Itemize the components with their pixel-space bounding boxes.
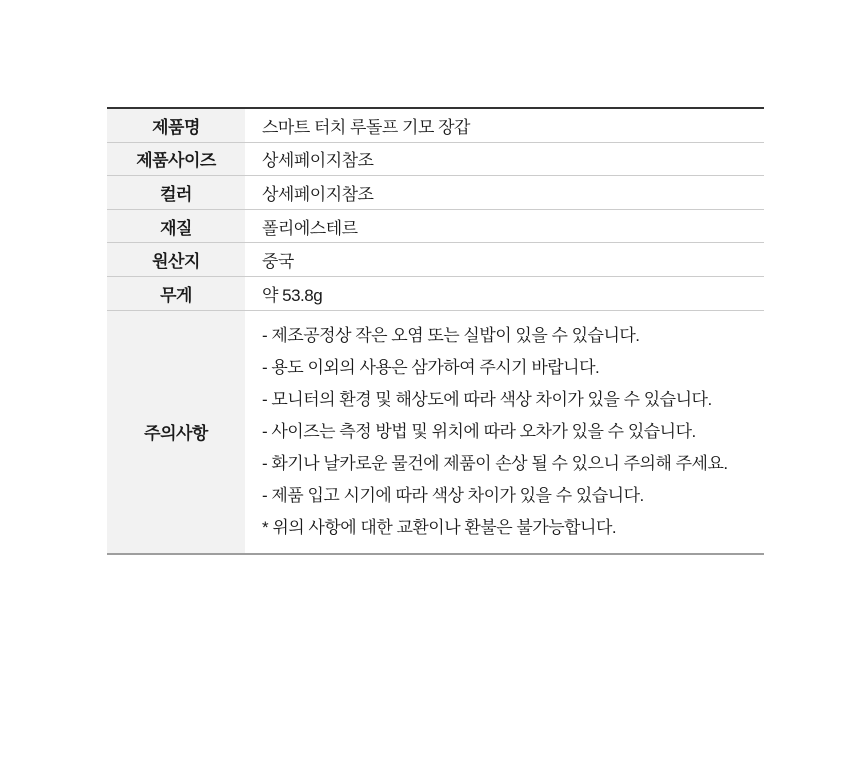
caution-line: - 제품 입고 시기에 따라 색상 차이가 있을 수 있습니다.	[262, 485, 644, 505]
spec-label-origin: 원산지	[107, 243, 245, 276]
spec-value-product-name: 스마트 터치 루돌프 기모 장갑	[262, 117, 470, 137]
spec-value-origin: 중국	[262, 252, 294, 272]
spec-row-origin	[107, 243, 764, 277]
spec-row-product-name	[107, 109, 764, 143]
spec-value-cautions	[245, 311, 764, 553]
spec-row-cautions	[107, 311, 764, 553]
spec-row-material	[107, 210, 764, 244]
spec-value-product-size: 상세페이지참조	[262, 151, 374, 171]
spec-row-weight	[107, 277, 764, 311]
spec-row-product-size	[107, 143, 764, 177]
spec-value-material: 폴리에스테르	[262, 218, 358, 238]
product-spec-table	[107, 107, 764, 555]
spec-value-color: 상세페이지참조	[262, 184, 374, 204]
spec-label-product-size: 제품사이즈	[107, 143, 245, 176]
spec-row-color	[107, 176, 764, 210]
caution-line: * 위의 사항에 대한 교환이나 환불은 불가능합니다.	[262, 517, 617, 537]
spec-label-material: 재질	[107, 210, 245, 243]
spec-label-color: 컬러	[107, 176, 245, 209]
spec-label-cautions: 주의사항	[107, 311, 245, 553]
caution-line: - 사이즈는 측정 방법 및 위치에 따라 오차가 있을 수 있습니다.	[262, 421, 696, 441]
spec-label-weight: 무게	[107, 277, 245, 310]
caution-line: - 제조공정상 작은 오염 또는 실밥이 있을 수 있습니다.	[262, 325, 640, 345]
spec-label-product-name: 제품명	[107, 109, 245, 142]
caution-line: - 용도 이외의 사용은 삼가하여 주시기 바랍니다.	[262, 357, 600, 377]
caution-line: - 모니터의 환경 및 해상도에 따라 색상 차이가 있을 수 있습니다.	[262, 389, 712, 409]
caution-line: - 화기나 날카로운 물건에 제품이 손상 될 수 있으니 주의해 주세요.	[262, 453, 728, 473]
spec-value-weight: 약 53.8g	[262, 285, 323, 305]
